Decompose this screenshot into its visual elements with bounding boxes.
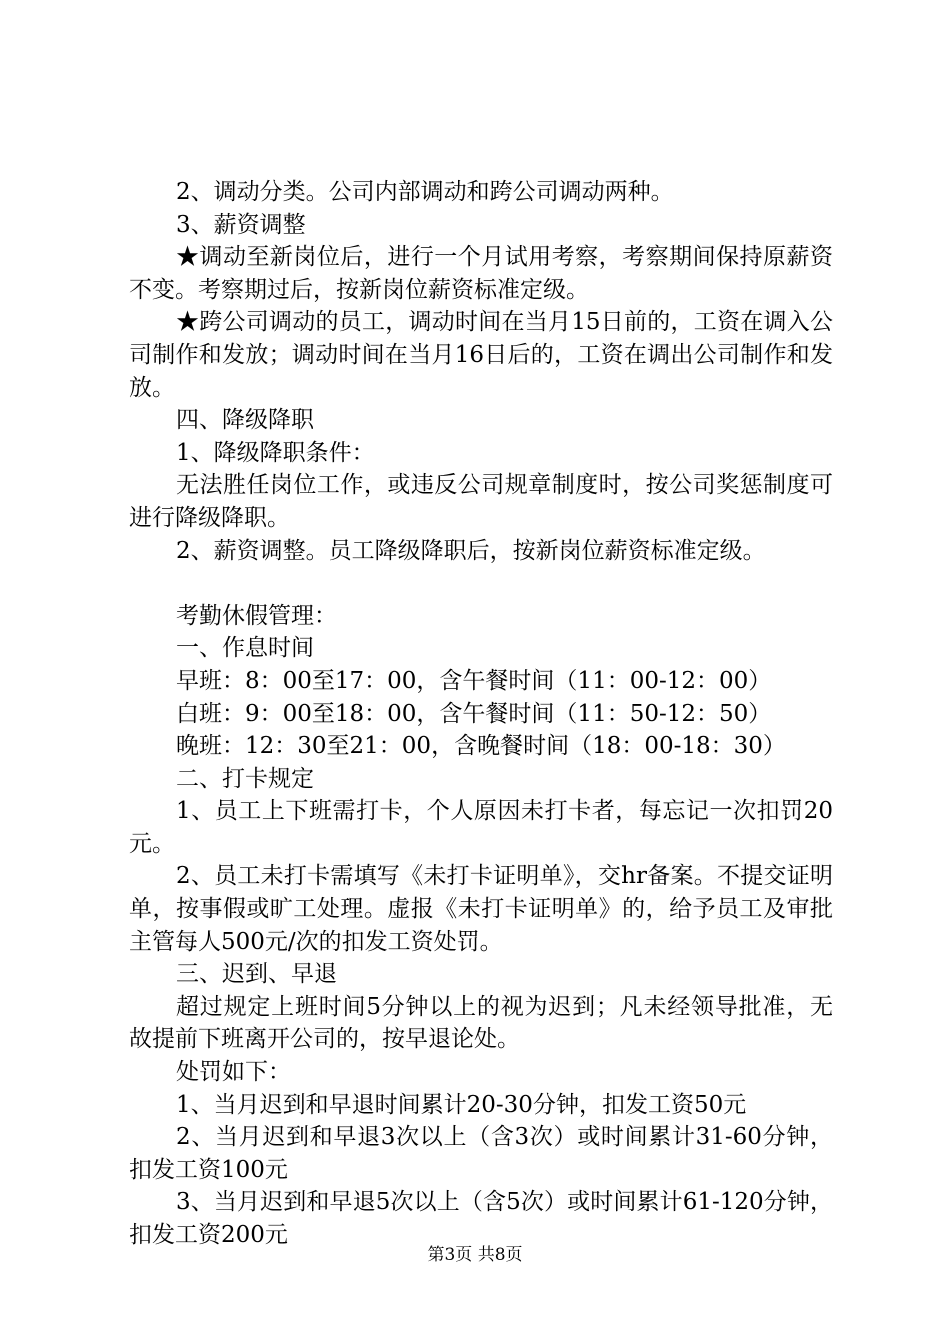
line-morning-shift: 早班：8：00至17：00，含午餐时间（11：00-12：00）: [176, 667, 772, 694]
heading-late-early: 三、迟到、早退: [176, 961, 337, 988]
line-day-shift: 白班：9：00至18：00，含午餐时间（11：50-12：50）: [176, 700, 772, 727]
heading-work-hours: 一、作息时间: [176, 635, 314, 662]
paragraph-trial-period: ★调动至新岗位后，进行一个月试用考察，考察期间保持原薪资不变。考察期过后，按新岗位薪资标准定级。: [129, 244, 833, 303]
paragraph-clock-in-penalty: 1、员工上下班需打卡，个人原因未打卡者，每忘记一次扣罚20元。: [129, 798, 833, 857]
heading-salary-adjustment: 3、薪资调整: [176, 211, 306, 238]
paragraph-demotion-conditions: 无法胜任岗位工作，或违反公司规章制度时，按公司奖惩制度可进行降级降职。: [129, 472, 833, 531]
heading-clock-in-rules: 二、打卡规定: [176, 765, 314, 792]
paragraph-missed-clock-form: 2、员工未打卡需填写《未打卡证明单》，交hr备案。不提交证明单，按事假或旷工处理。虚报《未打卡证明单》的，给予员工及审批主管每人500元/次的扣发工资处罚。: [129, 863, 833, 955]
penalty-item-2: 2、当月迟到和早退3次以上（含3次）或时间累计31-60分钟，扣发工资100元: [129, 1124, 833, 1183]
paragraph-demotion-salary: 2、薪资调整。员工降级降职后，按新岗位薪资标准定级。: [176, 537, 766, 564]
heading-penalties: 处罚如下：: [176, 1059, 291, 1086]
line-night-shift: 晚班：12：30至21：00，含晚餐时间（18：00-18：30）: [176, 733, 786, 760]
heading-demotion-conditions: 1、降级降职条件：: [176, 439, 375, 466]
paragraph-cross-company-transfer: ★跨公司调动的员工，调动时间在当月15日前的，工资在调入公司制作和发放；调动时间在当月16日后的，工资在调出公司制作和发放。: [129, 309, 833, 401]
penalty-item-3: 3、当月迟到和早退5次以上（含5次）或时间累计61-120分钟，扣发工资200元: [129, 1189, 833, 1248]
document-body: [129, 176, 833, 1252]
heading-demotion: 四、降级降职: [176, 407, 314, 434]
penalty-item-1: 1、当月迟到和早退时间累计20-30分钟，扣发工资50元: [176, 1091, 747, 1118]
paragraph-late-definition: 超过规定上班时间5分钟以上的视为迟到；凡未经领导批准，无故提前下班离开公司的，按早退论处。: [129, 993, 833, 1053]
page-number-footer: 第3页 共8页: [427, 1245, 523, 1265]
heading-attendance: 考勤休假管理：: [176, 602, 337, 629]
paragraph-transfer-types: 2、调动分类。公司内部调动和跨公司调动两种。: [176, 179, 674, 205]
blank-line: [129, 567, 833, 600]
